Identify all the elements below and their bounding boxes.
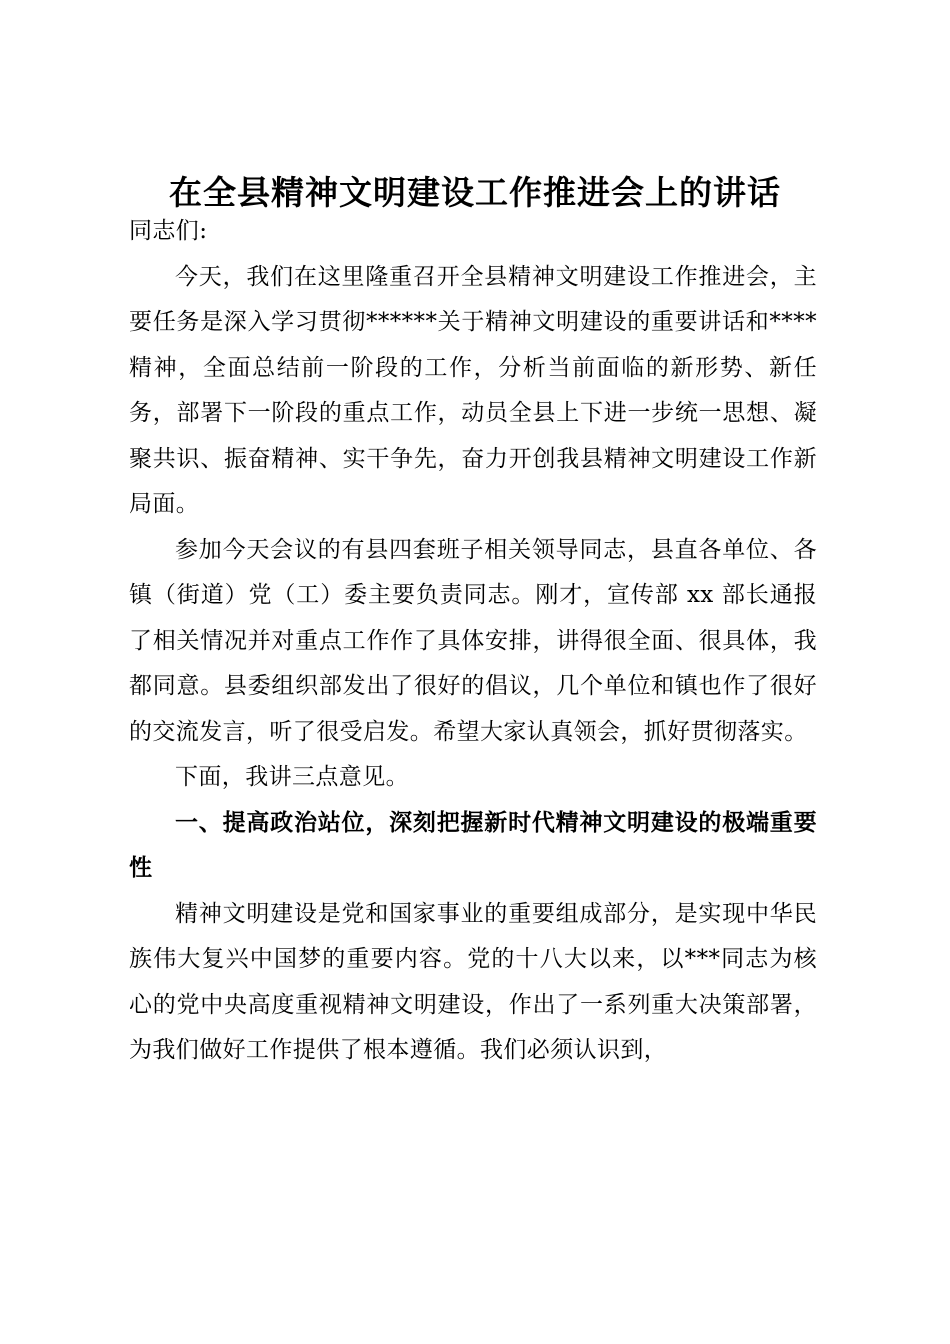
document-title: 在全县精神文明建设工作推进会上的讲话 bbox=[169, 173, 781, 212]
section-paragraph: 精神文明建设是党和国家事业的重要组成部分，是实现中华民族伟大复兴中国梦的重要内容。党的十八大以来，以***同志为核心的党中央高度重视精神文明建设，作出了一系列重大决策部署，为我们做好工作提供了根本遵循。我们必须认识到， bbox=[129, 900, 817, 1063]
body-paragraph: 参加今天会议的有县四套班子相关领导同志，县直各单位、各镇（街道）党（工）委主要负责同志。刚才，宣传部 xx 部长通报了相关情况并对重点工作作了具体安排，讲得很全面、很具体，我都同意。县委组织部发出了很好的倡议，几个单位和镇也作了很好的交流发言，听了很受启发。希望大家认真领会，抓好贯彻落实。 bbox=[129, 536, 817, 745]
salutation: 同志们: bbox=[129, 218, 208, 244]
body-paragraph: 今天，我们在这里隆重召开全县精神文明建设工作推进会，主要任务是深入学习贯彻******关于精神文明建设的重要讲话和****精神，全面总结前一阶段的工作，分析当前面临的新形势、新任务，部署下一阶段的重点工作，动员全县上下进一步统一思想、凝聚共识、振奋精神、实干争先，奋力开创我县精神文明建设工作新局面。 bbox=[129, 263, 817, 517]
section-heading: 一、提高政治站位，深刻把握新时代精神文明建设的极端重要性 bbox=[129, 809, 817, 881]
document-body bbox=[129, 209, 817, 1074]
body-paragraph: 下面，我讲三点意见。 bbox=[175, 764, 409, 790]
